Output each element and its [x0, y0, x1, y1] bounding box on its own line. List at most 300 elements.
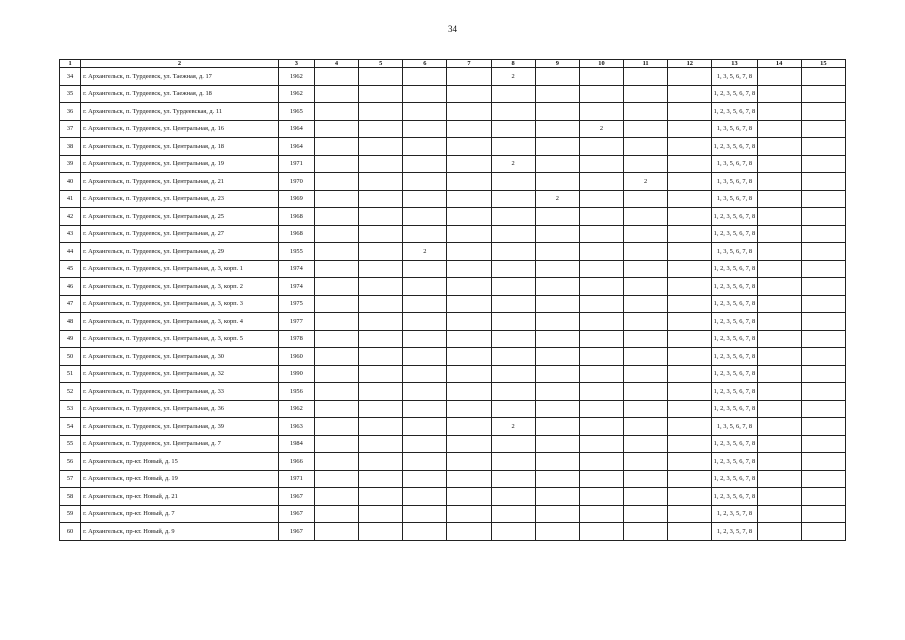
col-5-cell [359, 225, 403, 243]
column-header-1: 1 [60, 60, 81, 68]
col-11-cell [624, 505, 668, 523]
col-6-cell [403, 418, 447, 436]
col-4-cell [314, 313, 358, 331]
col-6-cell [403, 488, 447, 506]
col-9-cell [535, 435, 579, 453]
column-header-6: 6 [403, 60, 447, 68]
col-5-cell [359, 103, 403, 121]
col-5-cell [359, 435, 403, 453]
col-15-cell [801, 348, 845, 366]
col-8-cell [491, 260, 535, 278]
col-9-cell [535, 208, 579, 226]
year-cell: 1978 [278, 330, 314, 348]
col-14-cell [757, 68, 801, 86]
col-13-cell: 1, 2, 3, 5, 6, 7, 8 [712, 383, 757, 401]
table-body [60, 68, 846, 541]
col-9-cell [535, 68, 579, 86]
row-number: 45 [60, 260, 81, 278]
col-11-cell [624, 295, 668, 313]
col-14-cell [757, 138, 801, 156]
col-6-cell [403, 85, 447, 103]
col-7-cell [447, 208, 491, 226]
table-row [60, 260, 846, 278]
col-4-cell [314, 523, 358, 541]
col-12-cell [668, 470, 712, 488]
col-14-cell [757, 523, 801, 541]
col-11-cell [624, 155, 668, 173]
col-13-cell: 1, 2, 3, 5, 7, 8 [712, 523, 757, 541]
col-14-cell [757, 208, 801, 226]
col-14-cell [757, 470, 801, 488]
col-13-cell: 1, 2, 3, 5, 6, 7, 8 [712, 400, 757, 418]
col-11-cell [624, 523, 668, 541]
col-5-cell [359, 383, 403, 401]
col-4-cell [314, 155, 358, 173]
col-14-cell [757, 85, 801, 103]
address-cell: г. Архангельск, п. Турдеевск, ул. Центральная, д. 19 [81, 155, 279, 173]
col-15-cell [801, 505, 845, 523]
col-6-cell [403, 365, 447, 383]
col-15-cell [801, 453, 845, 471]
col-8-cell [491, 85, 535, 103]
col-9-cell [535, 313, 579, 331]
col-6-cell [403, 103, 447, 121]
column-header-8: 8 [491, 60, 535, 68]
table-row [60, 418, 846, 436]
col-8-cell [491, 523, 535, 541]
col-6-cell [403, 313, 447, 331]
col-9-cell: 2 [535, 190, 579, 208]
col-8-cell: 2 [491, 68, 535, 86]
col-6-cell [403, 278, 447, 296]
col-13-cell: 1, 3, 5, 6, 7, 8 [712, 418, 757, 436]
col-9-cell [535, 400, 579, 418]
col-12-cell [668, 400, 712, 418]
col-8-cell [491, 348, 535, 366]
col-5-cell [359, 418, 403, 436]
col-14-cell [757, 278, 801, 296]
col-5-cell [359, 505, 403, 523]
col-7-cell [447, 383, 491, 401]
col-7-cell [447, 365, 491, 383]
address-cell: г. Архангельск, п. Турдеевск, ул. Центральная, д. 3, корп. 4 [81, 313, 279, 331]
col-11-cell [624, 120, 668, 138]
table-row [60, 400, 846, 418]
col-13-cell: 1, 2, 3, 5, 6, 7, 8 [712, 85, 757, 103]
col-13-cell: 1, 2, 3, 5, 6, 7, 8 [712, 365, 757, 383]
column-header-3: 3 [278, 60, 314, 68]
col-5-cell [359, 278, 403, 296]
year-cell: 1956 [278, 383, 314, 401]
year-cell: 1971 [278, 155, 314, 173]
col-9-cell [535, 155, 579, 173]
col-7-cell [447, 418, 491, 436]
row-number: 56 [60, 453, 81, 471]
col-10-cell: 2 [579, 120, 623, 138]
col-10-cell [579, 155, 623, 173]
col-11-cell [624, 243, 668, 261]
col-7-cell [447, 103, 491, 121]
col-13-cell: 1, 2, 3, 5, 6, 7, 8 [712, 313, 757, 331]
col-9-cell [535, 418, 579, 436]
address-cell: г. Архангельск, п. Турдеевск, ул. Центральная, д. 32 [81, 365, 279, 383]
col-11-cell [624, 470, 668, 488]
col-10-cell [579, 278, 623, 296]
col-8-cell: 2 [491, 155, 535, 173]
col-4-cell [314, 173, 358, 191]
year-cell: 1962 [278, 85, 314, 103]
year-cell: 1963 [278, 418, 314, 436]
col-13-cell: 1, 2, 3, 5, 7, 8 [712, 505, 757, 523]
col-13-cell: 1, 2, 3, 5, 6, 7, 8 [712, 435, 757, 453]
year-cell: 1967 [278, 523, 314, 541]
col-10-cell [579, 85, 623, 103]
address-cell: г. Архангельск, пр-кт. Новый, д. 21 [81, 488, 279, 506]
col-7-cell [447, 453, 491, 471]
row-number: 43 [60, 225, 81, 243]
col-14-cell [757, 313, 801, 331]
row-number: 57 [60, 470, 81, 488]
col-4-cell [314, 138, 358, 156]
address-cell: г. Архангельск, п. Турдеевск, ул. Центральная, д. 25 [81, 208, 279, 226]
year-cell: 1977 [278, 313, 314, 331]
col-11-cell [624, 68, 668, 86]
col-12-cell [668, 155, 712, 173]
col-8-cell [491, 190, 535, 208]
col-14-cell [757, 383, 801, 401]
table-row [60, 225, 846, 243]
col-14-cell [757, 435, 801, 453]
col-14-cell [757, 348, 801, 366]
year-cell: 1962 [278, 68, 314, 86]
col-12-cell [668, 68, 712, 86]
col-10-cell [579, 260, 623, 278]
address-cell: г. Архангельск, пр-кт. Новый, д. 7 [81, 505, 279, 523]
col-13-cell: 1, 2, 3, 5, 6, 7, 8 [712, 470, 757, 488]
col-4-cell [314, 435, 358, 453]
address-cell: г. Архангельск, пр-кт. Новый, д. 19 [81, 470, 279, 488]
col-13-cell: 1, 2, 3, 5, 6, 7, 8 [712, 225, 757, 243]
col-8-cell [491, 365, 535, 383]
col-13-cell: 1, 2, 3, 5, 6, 7, 8 [712, 295, 757, 313]
table-row [60, 173, 846, 191]
col-12-cell [668, 225, 712, 243]
table-row [60, 488, 846, 506]
column-header-14: 14 [757, 60, 801, 68]
col-5-cell [359, 138, 403, 156]
col-11-cell [624, 418, 668, 436]
row-number: 55 [60, 435, 81, 453]
row-number: 54 [60, 418, 81, 436]
table-row [60, 278, 846, 296]
col-8-cell [491, 243, 535, 261]
year-cell: 1974 [278, 278, 314, 296]
row-number: 53 [60, 400, 81, 418]
col-8-cell [491, 278, 535, 296]
address-cell: г. Архангельск, п. Турдеевск, ул. Центральная, д. 30 [81, 348, 279, 366]
col-15-cell [801, 260, 845, 278]
col-14-cell [757, 120, 801, 138]
col-9-cell [535, 260, 579, 278]
year-cell: 1969 [278, 190, 314, 208]
col-10-cell [579, 313, 623, 331]
table-row [60, 85, 846, 103]
table-row [60, 330, 846, 348]
col-13-cell: 1, 3, 5, 6, 7, 8 [712, 120, 757, 138]
year-cell: 1984 [278, 435, 314, 453]
col-15-cell [801, 365, 845, 383]
col-10-cell [579, 470, 623, 488]
year-cell: 1975 [278, 295, 314, 313]
col-12-cell [668, 103, 712, 121]
col-5-cell [359, 453, 403, 471]
row-number: 37 [60, 120, 81, 138]
col-15-cell [801, 470, 845, 488]
address-cell: г. Архангельск, п. Турдеевск, ул. Турдеевская, д. 11 [81, 103, 279, 121]
col-7-cell [447, 330, 491, 348]
col-9-cell [535, 453, 579, 471]
col-7-cell [447, 138, 491, 156]
col-8-cell [491, 173, 535, 191]
col-5-cell [359, 243, 403, 261]
col-7-cell [447, 400, 491, 418]
col-10-cell [579, 418, 623, 436]
col-6-cell [403, 190, 447, 208]
col-6-cell: 2 [403, 243, 447, 261]
col-13-cell: 1, 2, 3, 5, 6, 7, 8 [712, 278, 757, 296]
col-7-cell [447, 313, 491, 331]
col-7-cell [447, 278, 491, 296]
col-12-cell [668, 260, 712, 278]
col-9-cell [535, 103, 579, 121]
row-number: 44 [60, 243, 81, 261]
col-12-cell [668, 295, 712, 313]
col-12-cell [668, 365, 712, 383]
col-8-cell [491, 435, 535, 453]
col-13-cell: 1, 3, 5, 6, 7, 8 [712, 173, 757, 191]
col-8-cell [491, 505, 535, 523]
col-4-cell [314, 260, 358, 278]
col-11-cell [624, 208, 668, 226]
col-6-cell [403, 470, 447, 488]
col-14-cell [757, 295, 801, 313]
col-10-cell [579, 295, 623, 313]
col-7-cell [447, 348, 491, 366]
col-8-cell [491, 120, 535, 138]
col-4-cell [314, 400, 358, 418]
table-row [60, 523, 846, 541]
year-cell: 1967 [278, 488, 314, 506]
col-6-cell [403, 435, 447, 453]
col-15-cell [801, 68, 845, 86]
col-15-cell [801, 85, 845, 103]
col-14-cell [757, 173, 801, 191]
col-11-cell [624, 400, 668, 418]
table-row [60, 120, 846, 138]
col-6-cell [403, 260, 447, 278]
col-12-cell [668, 313, 712, 331]
col-12-cell [668, 330, 712, 348]
col-10-cell [579, 505, 623, 523]
col-13-cell: 1, 2, 3, 5, 6, 7, 8 [712, 138, 757, 156]
col-15-cell [801, 120, 845, 138]
col-5-cell [359, 173, 403, 191]
row-number: 40 [60, 173, 81, 191]
col-10-cell [579, 243, 623, 261]
col-6-cell [403, 523, 447, 541]
col-5-cell [359, 365, 403, 383]
col-15-cell [801, 138, 845, 156]
col-10-cell [579, 103, 623, 121]
col-12-cell [668, 488, 712, 506]
address-cell: г. Архангельск, пр-кт. Новый, д. 15 [81, 453, 279, 471]
col-4-cell [314, 383, 358, 401]
col-12-cell [668, 173, 712, 191]
col-8-cell [491, 295, 535, 313]
col-5-cell [359, 348, 403, 366]
col-8-cell [491, 225, 535, 243]
col-8-cell: 2 [491, 418, 535, 436]
col-6-cell [403, 173, 447, 191]
col-9-cell [535, 225, 579, 243]
col-13-cell: 1, 3, 5, 6, 7, 8 [712, 190, 757, 208]
col-10-cell [579, 208, 623, 226]
row-number: 47 [60, 295, 81, 313]
table-row [60, 313, 846, 331]
year-cell: 1962 [278, 400, 314, 418]
col-4-cell [314, 278, 358, 296]
col-14-cell [757, 365, 801, 383]
col-8-cell [491, 400, 535, 418]
column-header-9: 9 [535, 60, 579, 68]
col-7-cell [447, 260, 491, 278]
col-10-cell [579, 225, 623, 243]
year-cell: 1990 [278, 365, 314, 383]
address-cell: г. Архангельск, п. Турдеевск, ул. Центральная, д. 36 [81, 400, 279, 418]
col-12-cell [668, 243, 712, 261]
col-7-cell [447, 488, 491, 506]
col-5-cell [359, 155, 403, 173]
col-7-cell [447, 243, 491, 261]
col-4-cell [314, 365, 358, 383]
col-6-cell [403, 138, 447, 156]
col-10-cell [579, 348, 623, 366]
column-header-15: 15 [801, 60, 845, 68]
col-15-cell [801, 523, 845, 541]
row-number: 52 [60, 383, 81, 401]
row-number: 50 [60, 348, 81, 366]
col-11-cell [624, 103, 668, 121]
row-number: 58 [60, 488, 81, 506]
col-15-cell [801, 400, 845, 418]
col-8-cell [491, 453, 535, 471]
col-6-cell [403, 383, 447, 401]
col-4-cell [314, 103, 358, 121]
col-9-cell [535, 173, 579, 191]
col-15-cell [801, 435, 845, 453]
col-11-cell [624, 435, 668, 453]
col-13-cell: 1, 2, 3, 5, 6, 7, 8 [712, 103, 757, 121]
col-5-cell [359, 313, 403, 331]
col-7-cell [447, 225, 491, 243]
col-14-cell [757, 103, 801, 121]
col-10-cell [579, 173, 623, 191]
col-11-cell [624, 190, 668, 208]
col-14-cell [757, 330, 801, 348]
row-number: 38 [60, 138, 81, 156]
col-14-cell [757, 505, 801, 523]
col-8-cell [491, 138, 535, 156]
col-6-cell [403, 330, 447, 348]
col-5-cell [359, 190, 403, 208]
col-4-cell [314, 243, 358, 261]
table-row [60, 68, 846, 86]
col-5-cell [359, 68, 403, 86]
col-9-cell [535, 488, 579, 506]
col-13-cell: 1, 2, 3, 5, 6, 7, 8 [712, 453, 757, 471]
col-11-cell: 2 [624, 173, 668, 191]
row-number: 35 [60, 85, 81, 103]
col-10-cell [579, 383, 623, 401]
page-number: 34 [448, 24, 457, 34]
col-12-cell [668, 120, 712, 138]
table-row [60, 365, 846, 383]
col-13-cell: 1, 2, 3, 5, 6, 7, 8 [712, 488, 757, 506]
col-4-cell [314, 295, 358, 313]
column-header-13: 13 [712, 60, 757, 68]
col-6-cell [403, 453, 447, 471]
col-8-cell [491, 330, 535, 348]
col-4-cell [314, 208, 358, 226]
address-cell: г. Архангельск, п. Турдеевск, ул. Центральная, д. 7 [81, 435, 279, 453]
table-row [60, 138, 846, 156]
col-12-cell [668, 278, 712, 296]
col-13-cell: 1, 2, 3, 5, 6, 7, 8 [712, 330, 757, 348]
col-10-cell [579, 453, 623, 471]
col-6-cell [403, 208, 447, 226]
col-11-cell [624, 383, 668, 401]
row-number: 51 [60, 365, 81, 383]
col-12-cell [668, 85, 712, 103]
table-row [60, 208, 846, 226]
address-cell: г. Архангельск, п. Турдеевск, ул. Центральная, д. 3, корп. 3 [81, 295, 279, 313]
col-13-cell: 1, 2, 3, 5, 6, 7, 8 [712, 348, 757, 366]
col-11-cell [624, 260, 668, 278]
col-14-cell [757, 190, 801, 208]
col-4-cell [314, 453, 358, 471]
col-9-cell [535, 523, 579, 541]
table-row [60, 103, 846, 121]
row-number: 34 [60, 68, 81, 86]
col-15-cell [801, 103, 845, 121]
col-5-cell [359, 330, 403, 348]
col-15-cell [801, 295, 845, 313]
year-cell: 1974 [278, 260, 314, 278]
col-15-cell [801, 208, 845, 226]
col-12-cell [668, 523, 712, 541]
col-4-cell [314, 488, 358, 506]
col-15-cell [801, 155, 845, 173]
col-5-cell [359, 208, 403, 226]
year-cell: 1968 [278, 208, 314, 226]
table-row [60, 453, 846, 471]
col-11-cell [624, 225, 668, 243]
col-4-cell [314, 225, 358, 243]
col-9-cell [535, 383, 579, 401]
row-number: 46 [60, 278, 81, 296]
col-14-cell [757, 225, 801, 243]
row-number: 36 [60, 103, 81, 121]
